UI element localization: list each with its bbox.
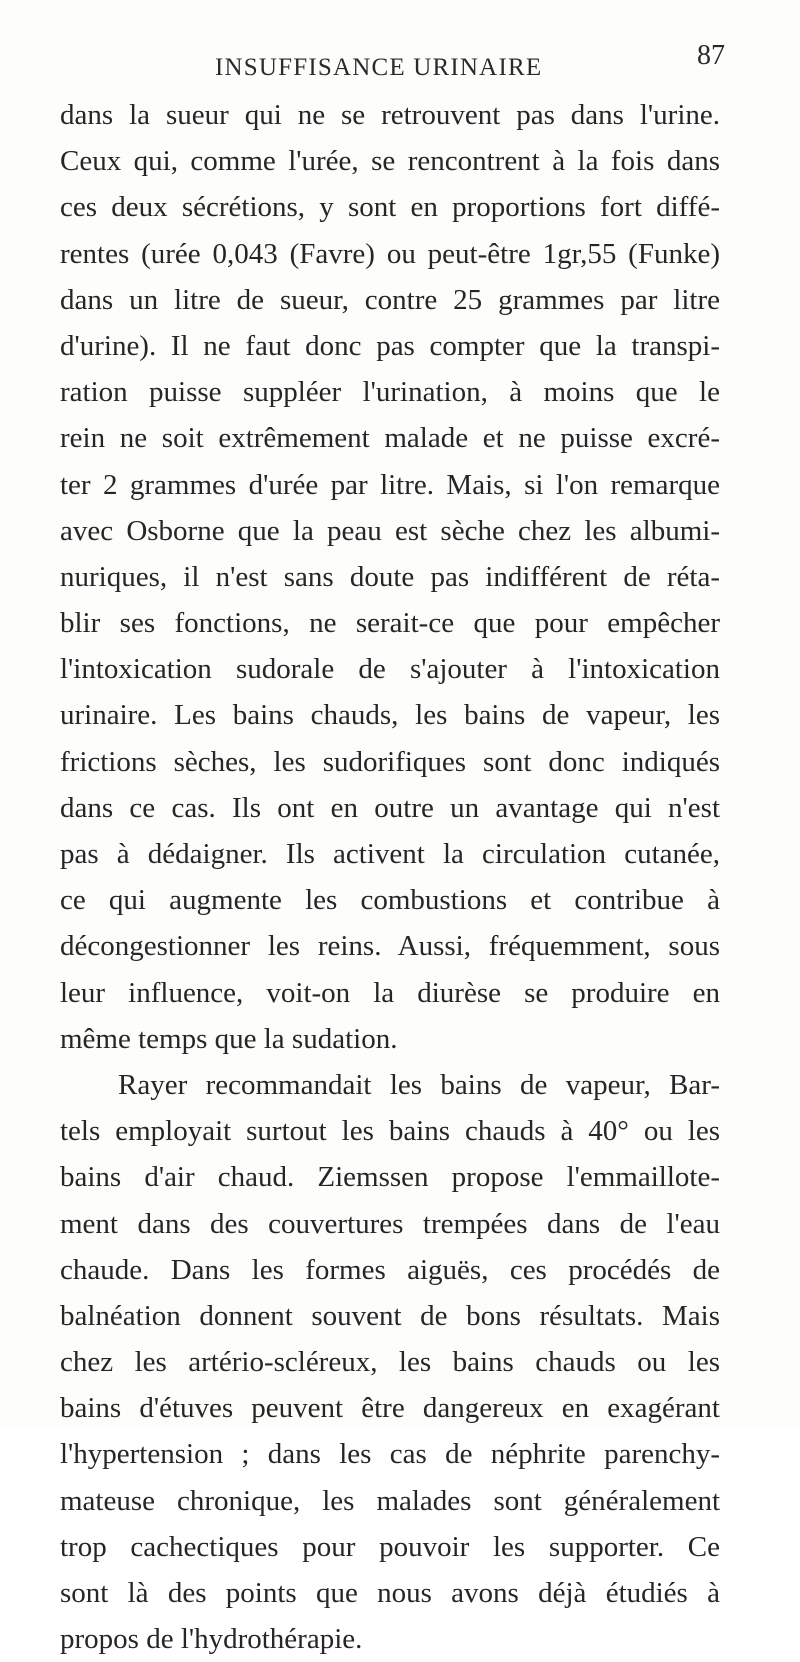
text-line-paragraph-start: Rayer recommandait les bains de vapeur, Bar-: [118, 1068, 720, 1101]
text-line: l'intoxication sudorale de s'ajouter à l'intoxication: [60, 653, 720, 686]
text-line: Ceux qui, comme l'urée, se rencontrent à la fois dans: [60, 145, 720, 178]
running-title: INSUFFISANCE URINAIRE: [215, 54, 543, 81]
text-line: dans un litre de sueur, contre 25 grammes par litre: [60, 283, 720, 316]
text-line: chaude. Dans les formes aiguës, ces procédés de: [60, 1253, 720, 1286]
text-line: l'hypertension ; dans les cas de néphrite parenchy-: [60, 1438, 720, 1471]
text-line: ces deux sécrétions, y sont en proportions fort diffé-: [60, 191, 720, 224]
text-line: tels employait surtout les bains chauds à 40° ou les: [60, 1115, 720, 1148]
text-line: chez les artério-scléreux, les bains chauds ou les: [60, 1346, 720, 1379]
text-line: mateuse chronique, les malades sont généralement: [60, 1484, 720, 1517]
text-line: ter 2 grammes d'urée par litre. Mais, si l'on remarque: [60, 468, 720, 501]
text-line: bains d'étuves peuvent être dangereux en exagérant: [60, 1392, 720, 1425]
text-line: ment dans des couvertures trempées dans de l'eau: [60, 1207, 720, 1240]
text-line: frictions sèches, les sudorifiques sont donc indiqués: [60, 745, 720, 778]
text-line: sont là des points que nous avons déjà étudiés à: [60, 1577, 720, 1609]
text-line: décongestionner les reins. Aussi, fréquemment, sous: [60, 930, 720, 963]
text-line: ration puisse suppléer l'urination, à moins que le: [60, 376, 720, 409]
text-line: avec Osborne que la peau est sèche chez les albumi-: [60, 514, 720, 547]
text-line: rein ne soit extrêmement malade et ne puisse excré-: [60, 422, 720, 455]
text-line: d'urine). Il ne faut donc pas compter que la transpi-: [60, 329, 720, 362]
text-line: urinaire. Les bains chauds, les bains de vapeur, les: [60, 699, 720, 732]
text-line: même temps que la sudation.: [60, 1022, 398, 1055]
text-line: balnéation donnent souvent de bons résultats. Mais: [60, 1299, 720, 1332]
text-line: blir ses fonctions, ne serait-ce que pour empêcher: [60, 607, 720, 640]
text-line: nuriques, il n'est sans doute pas indifférent de réta-: [60, 560, 720, 593]
text-line: dans la sueur qui ne se retrouvent pas dans l'urine.: [60, 99, 720, 131]
text-line: bains d'air chaud. Ziemssen propose l'emmaillote-: [60, 1161, 720, 1194]
text-line: rentes (urée 0,043 (Favre) ou peut-être 1gr,55 (Funke): [60, 237, 720, 270]
text-line: leur influence, voit-on la diurèse se produire en: [60, 976, 720, 1009]
text-line: dans ce cas. Ils ont en outre un avantage qui n'est: [60, 791, 720, 824]
text-line: ce qui augmente les combustions et contribue à: [60, 884, 720, 917]
text-line: propos de l'hydrothérapie.: [60, 1623, 363, 1656]
text-line: trop cachectiques pour pouvoir les supporter. Ce: [60, 1530, 720, 1563]
page-number: 87: [697, 40, 725, 71]
text-line: pas à dédaigner. Ils activent la circulation cutanée,: [60, 838, 720, 870]
